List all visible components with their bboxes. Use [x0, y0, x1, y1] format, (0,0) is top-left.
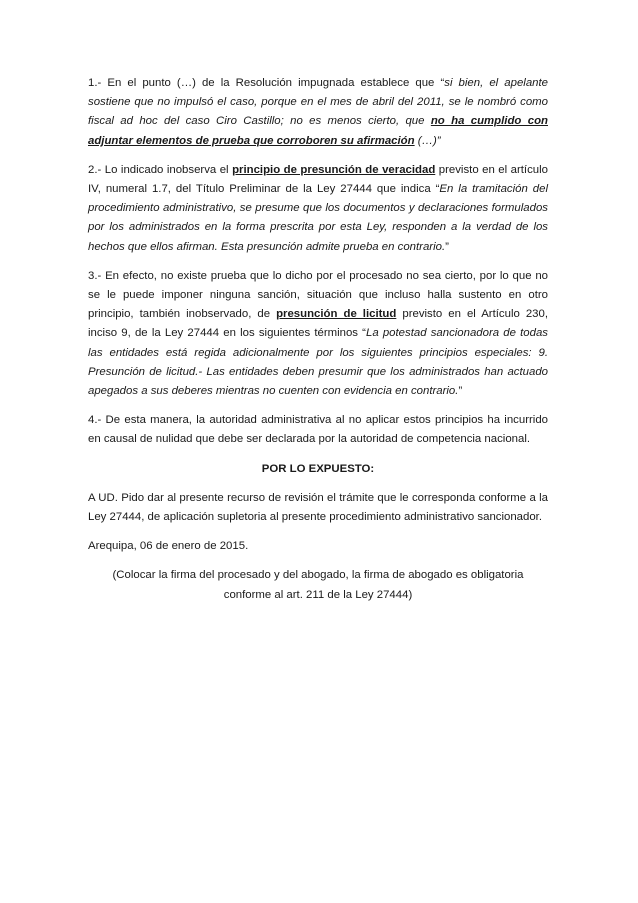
date-line: Arequipa, 06 de enero de 2015. [88, 540, 249, 553]
paragraph-3-reference: previsto en el Artículo 230, inciso 9, de la Ley 27444 en los siguientes términos “ [88, 308, 548, 340]
paragraph-1-emphasis: no ha cumplido con adjuntar elementos de prueba que corroboren su afirmación [88, 115, 548, 147]
paragraph-3 [88, 267, 548, 401]
paragraph-3-ending: ” [458, 385, 463, 398]
paragraph-5: A UD. Pido dar al presente recurso de revisión el trámite que le corresponda conforme a la Ley 27444, de aplicación supletoria al presente procedimiento administrativo sancionador. [88, 491, 548, 524]
paragraph-3-principle: presunción de licitud [276, 308, 397, 321]
paragraph-4: 4.- De esta manera, la autoridad administrativa al no aplicar estos principios ha incurrido en causal de nulidad que debe ser declarada por la autoridad de competencia nacional. [88, 414, 548, 446]
paragraph-2-reference: previsto en el artículo IV, numeral 1.7, del Título Preliminar de la Ley 27444 que indica “ [88, 163, 548, 196]
signature-note-line-2: conforme al art. 211 de la Ley 27444) [223, 588, 413, 601]
paragraph-1-quote: si bien, el apelante sostiene que no impulsó el caso, porque en el mes de abril del 2011, se le nombró como fiscal ad hoc del caso Ciro Castillo; no es menos cierto, que [88, 77, 548, 128]
paragraph-1-ending: (…)” [414, 134, 441, 147]
paragraph-2-principle: principio de presunción de veracidad [232, 163, 436, 176]
paragraph-1 [88, 74, 548, 151]
paragraph-2-ending: ” [445, 240, 449, 253]
paragraph-2-intro: 2.- Lo indicado inobserva el [88, 163, 233, 176]
paragraph-2-quote: En la tramitación del procedimiento administrativo, se presume que los documentos y declaraciones formulados por los administrados en la forma prescrita por esta Ley, responden a la verdad de los hechos que ellos afirman. Esta presunción admite prueba en contrario. [88, 183, 548, 253]
signature-note-line-1: (Colocar la firma del procesado y del abogado, la firma de abogado es obligatoria [112, 569, 524, 582]
paragraph-2 [88, 161, 548, 257]
paragraph-3-intro: 3.- En efecto, no existe prueba que lo dicho por el procesado no sea cierto, por lo que no se le puede imponer ninguna sanción, situación que incluso halla sustento en otro principio, también inobservado, de [88, 269, 548, 321]
document-page [88, 74, 548, 605]
signature-note [88, 566, 548, 604]
section-heading: POR LO EXPUESTO: [261, 462, 375, 475]
paragraph-3-quote: La potestad sancionadora de todas las entidades está regida adicionalmente por los siguientes principios especiales: 9. Presunción de licitud.- Las entidades deben presumir que los administrados han actuado apegados a sus deberes mientras no cuenten con evidencia en contrario. [88, 327, 548, 398]
paragraph-1-intro: 1.- En el punto (…) de la Resolución impugnada establece que “ [88, 77, 445, 89]
